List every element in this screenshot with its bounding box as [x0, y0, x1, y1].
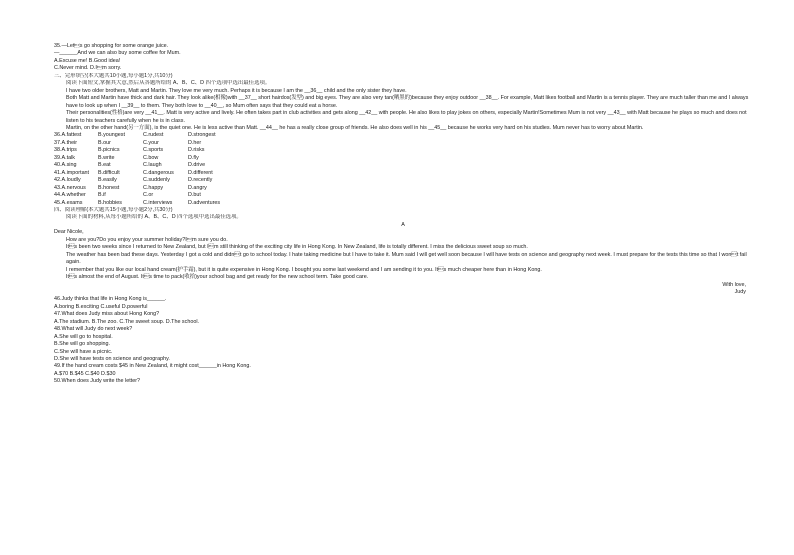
- question-46: 46.Judy thinks that life in Hong Kong is______.: [54, 296, 167, 303]
- cloze-paragraph-3: Their personalities(性格)are very __41__. Matt is very active and lively. He often takes part in club activities and gets along __42__ with people. He also likes to play jokes on others, especially Martin!Sometimes Mum is not very __43__ with Matt because he plays so much and does not listen to his teachers carefully when he is in class.: [66, 110, 747, 124]
- cloze-option: D.recently: [188, 177, 213, 184]
- cloze-option: B.write: [98, 154, 115, 161]
- cloze-option: D.risks: [188, 147, 205, 154]
- question-35-reply: —______And we can also buy some coffee for Mum.: [54, 50, 181, 57]
- cloze-option: D.but: [188, 192, 201, 199]
- cloze-option: C.rudest: [143, 132, 164, 139]
- cloze-option: C.interviews: [143, 199, 173, 206]
- letter-closing: With love,: [722, 281, 746, 288]
- cloze-option: D.fly: [188, 154, 199, 161]
- cloze-option-row: [54, 155, 752, 162]
- letter-signature: Judy: [734, 288, 746, 295]
- cloze-option-row: [54, 200, 752, 207]
- cloze-option: C.bow: [143, 154, 159, 161]
- question-35-options-ab: A.Excuse me! B.Good idea!: [54, 57, 121, 64]
- question-47-options: A.The stadium. B.The zoo. C.The sweet soup. D.The school.: [54, 318, 200, 325]
- section-4-instructions: 阅读下面的材料,从每小题所给的 A、B、C、D 四个选项中选出最佳选项。: [66, 214, 242, 221]
- question-35: 35.—Lets go shopping for some orange juice.: [54, 43, 169, 49]
- cloze-option: 36.A.fattest: [54, 132, 82, 139]
- question-35-options-cd: C.Never mind. D.Im sorry.: [54, 65, 122, 72]
- passage-label: A: [401, 221, 405, 228]
- letter-line-5: Its almost the end of August. Its time to pack(收拾)your school bag and get ready for the new school term. Take good care.: [66, 274, 369, 281]
- cloze-option: C.sports: [143, 147, 164, 154]
- cloze-option-row: [54, 192, 752, 199]
- question-49: 49.If the hand cream costs $45 in New Zealand, it might cost______in Hong Kong.: [54, 363, 251, 370]
- cloze-option-row: [54, 147, 752, 154]
- cloze-option: D.different: [188, 169, 213, 176]
- cloze-option-row: [54, 140, 752, 147]
- question-47: 47.What does Judy miss about Hong Kong?: [54, 311, 160, 318]
- letter-line-4: I remember that you like our local hand cream(护手霜), but it is quite expensive in Hong Kong. I bought you some last weekend and I am sending it to you. Its much cheaper here than in Hong Kong.: [66, 266, 542, 273]
- cloze-option: B.eat: [98, 162, 111, 169]
- cloze-option: D.angry: [188, 184, 207, 191]
- cloze-option: B.easily: [98, 177, 117, 184]
- letter-greeting: Dear Nicole,: [54, 229, 84, 236]
- cloze-option: D.drive: [188, 162, 206, 169]
- cloze-paragraph-1: I have two older brothers, Matt and Martin. They love me very much. Perhaps it is because I am the __36__ child and the only sister they have.: [66, 87, 407, 94]
- cloze-paragraph-4: Martin, on the other hand(另一方面), is the quiet one. He is less active than Matt. __44__ he has a really close group of friends. He also does well in his __45__ because he works very hard on his studies. Mum never has to worry about Martin.: [66, 124, 644, 131]
- cloze-option: B.our: [98, 139, 111, 146]
- cloze-option: D.her: [188, 139, 202, 146]
- cloze-option: B.youngest: [98, 132, 125, 139]
- cloze-options-list: [54, 132, 752, 207]
- cloze-option: 41.A.important: [54, 169, 90, 176]
- cloze-option: 45.A.exams: [54, 199, 83, 206]
- cloze-option-row: [54, 132, 752, 139]
- section-4-title: 四、阅读理解(本大题共15小题,每小题2分,共30分): [54, 206, 173, 213]
- cloze-option: C.suddenly: [143, 177, 170, 184]
- question-48-option-c: C.She will have a picnic.: [54, 348, 113, 355]
- cloze-option: B.picnics: [98, 147, 120, 154]
- cloze-option: C.laugh: [143, 162, 162, 169]
- letter-line-3: The weather has been bad these days. Yesterday I got a cold and didnt go to school today. I hate taking medicine but I have to take it. Mum said I will get well soon because I will have tests on science and geography next week. I must prepare for the tests this time so that I wont fail again.: [66, 251, 747, 266]
- letter-line-1: How are you?Do you enjoy your summer holiday?Im sure you do.: [66, 236, 228, 243]
- cloze-option: B.hobbies: [98, 199, 122, 206]
- cloze-option-row: [54, 170, 752, 177]
- cloze-paragraph-2: Both Matt and Martin have thick and dark hair. They look alike(相像)with __37__ short hairdos(发型) and big eyes. They are also very tan(晒黑的)because they enjoy outdoor __38__. For example, Matt likes football and Martin is a tennis player. They are much taller than me and I always have to look up when I __39__ to them. They both love to __40__, so Mum often says that they could eat a horse.: [66, 95, 749, 109]
- question-48-option-d: D.She will have tests on science and geography.: [54, 356, 170, 363]
- cloze-option-row: [54, 185, 752, 192]
- cloze-option-row: [54, 162, 752, 169]
- cloze-option: C.dangerous: [143, 169, 174, 176]
- question-50: 50.When does Judy write the letter?: [54, 378, 140, 385]
- exam-content: [54, 43, 752, 386]
- cloze-option: C.your: [143, 139, 159, 146]
- cloze-option: 44.A.whether: [54, 192, 86, 199]
- cloze-option: B.difficult: [98, 169, 120, 176]
- cloze-option: 42.A.loudly: [54, 177, 81, 184]
- letter-line-2: Its been two weeks since I returned to New Zealand, but Im still thinking of the exciting city life in Hong Kong. In New Zealand, life is totally different. I miss the delicious sweet soup so much.: [66, 244, 528, 251]
- cloze-option: 43.A.nervous: [54, 184, 86, 191]
- cloze-option: D.adventures: [188, 199, 221, 206]
- cloze-option: D.strongest: [188, 132, 216, 139]
- cloze-option: 40.A.sing: [54, 162, 77, 169]
- cloze-option-row: [54, 177, 752, 184]
- cloze-option: C.happy: [143, 184, 164, 191]
- cloze-option: B.honest: [98, 184, 120, 191]
- cloze-option: B.if: [98, 192, 106, 199]
- section-3-instructions: 阅读下面短文,掌握其大意,然后从各题所给的 A、B、C、D 四个选项中选出最佳选项。: [66, 80, 271, 87]
- cloze-option: C.or: [143, 192, 154, 199]
- cloze-option: 38.A.trips: [54, 147, 77, 154]
- question-49-options: A.$70 B.$45 C.$40 D.$30: [54, 370, 116, 377]
- cloze-option: 39.A.talk: [54, 154, 75, 161]
- question-48: 48.What will Judy do next week?: [54, 326, 133, 333]
- question-48-option-a: A.She will go to hospital.: [54, 333, 113, 340]
- cloze-option: 37.A.their: [54, 139, 78, 146]
- question-48-option-b: B.She will go shopping.: [54, 341, 111, 348]
- question-46-options: A.boring B.exciting C.useful D.powerful: [54, 303, 148, 310]
- section-3-title: 三、完形填空(本大题共10小题,每小题1分,共10分): [54, 72, 173, 79]
